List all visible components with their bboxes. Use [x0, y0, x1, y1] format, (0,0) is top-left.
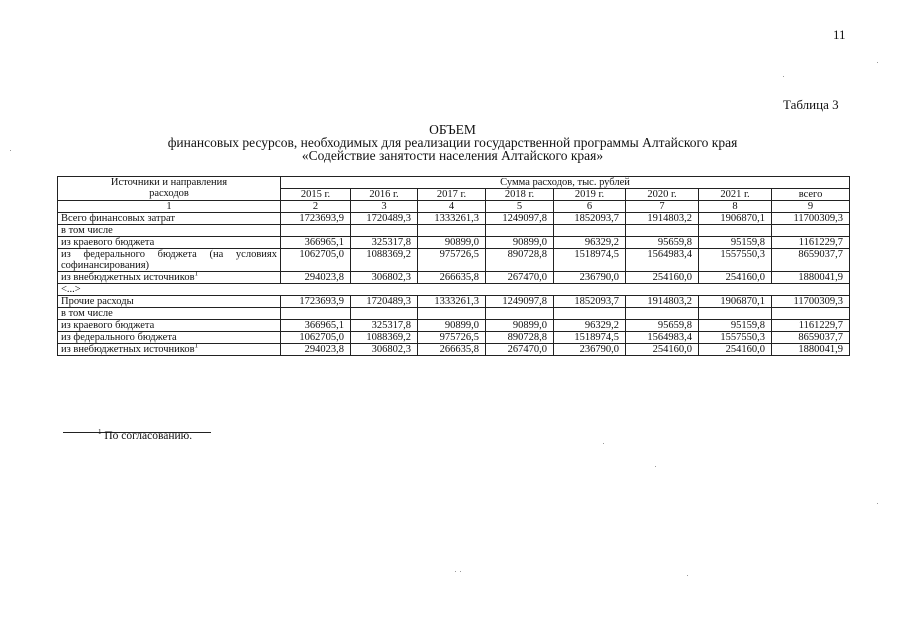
footnote-marker: 1 [194, 343, 199, 350]
row-label [58, 344, 281, 356]
table-row-including [58, 308, 850, 320]
value-cell: 1062705,0 [281, 332, 351, 344]
value-cell: 1880041,9 [772, 272, 850, 284]
page-number: 11 [833, 27, 846, 42]
scan-speck [655, 466, 656, 467]
row-label-text: из внебюджетных источников [61, 344, 195, 355]
value-cell: 90899,0 [418, 237, 486, 249]
value-cell: 90899,0 [486, 237, 554, 249]
value-cell: 1914803,2 [626, 296, 699, 308]
document-title [0, 123, 905, 162]
column-number: 3 [351, 201, 418, 213]
value-cell: 975726,5 [418, 332, 486, 344]
value-cell: 267470,0 [486, 344, 554, 356]
value-cell: 1249097,8 [486, 213, 554, 225]
row-label: из федерального бюджета (на условиях софинансирования) [58, 249, 281, 272]
value-cell: 254160,0 [626, 344, 699, 356]
value-cell: 1720489,3 [351, 296, 418, 308]
value-cell: 1088369,2 [351, 249, 418, 272]
ellipsis-cell: <...> [58, 284, 850, 296]
value-cell: 975726,5 [418, 249, 486, 272]
column-number: 9 [772, 201, 850, 213]
table-row-ellipsis [58, 284, 850, 296]
title-line-1: ОБЪЕМ [429, 122, 476, 137]
value-cell: 96329,2 [554, 320, 626, 332]
value-cell: 8659037,7 [772, 249, 850, 272]
value-cell: 1564983,4 [626, 249, 699, 272]
table-row-federal-budget-cofinancing [58, 249, 850, 272]
value-cell: 1564983,4 [626, 332, 699, 344]
row-label: в том числе [58, 308, 281, 320]
title-line-3: «Содействие занятости населения Алтайского края» [301, 148, 604, 163]
table-row-including [58, 225, 850, 237]
value-cell: 1249097,8 [486, 296, 554, 308]
value-cell: 1914803,2 [626, 213, 699, 225]
table-row-regional-budget [58, 320, 850, 332]
header-source-line-1: Источники и направления [110, 177, 228, 188]
value-cell: 254160,0 [626, 272, 699, 284]
row-label: из федерального бюджета [58, 332, 281, 344]
title-line-2: финансовых ресурсов, необходимых для реализации государственной программы Алтайского края [167, 135, 738, 150]
finance-table [57, 176, 850, 356]
year-header: 2015 г. [281, 189, 351, 201]
header-row-1 [58, 177, 850, 189]
table-row-total-expenses [58, 213, 850, 225]
value-cell: 1852093,7 [554, 296, 626, 308]
value-cell: 96329,2 [554, 237, 626, 249]
footnote-text: По согласованию. [101, 430, 193, 442]
value-cell: 325317,8 [351, 237, 418, 249]
value-cell: 1333261,3 [418, 296, 486, 308]
column-number: 6 [554, 201, 626, 213]
table-row-federal-budget [58, 332, 850, 344]
scan-speck [603, 443, 604, 444]
value-cell: 325317,8 [351, 320, 418, 332]
table-row-regional-budget [58, 237, 850, 249]
value-cell: 95159,8 [699, 320, 772, 332]
table-row-extrabudgetary [58, 344, 850, 356]
footnote-marker: 1 [194, 271, 199, 278]
year-header: 2019 г. [554, 189, 626, 201]
value-cell: 90899,0 [418, 320, 486, 332]
total-header: всего [772, 189, 850, 201]
value-cell: 1333261,3 [418, 213, 486, 225]
value-cell: 267470,0 [486, 272, 554, 284]
value-cell: 90899,0 [486, 320, 554, 332]
year-header: 2020 г. [626, 189, 699, 201]
value-cell: 1880041,9 [772, 344, 850, 356]
column-number: 2 [281, 201, 351, 213]
column-number: 5 [486, 201, 554, 213]
table-row-extrabudgetary [58, 272, 850, 284]
header-source-line-2: расходов [149, 188, 189, 199]
value-cell: 1161229,7 [772, 320, 850, 332]
value-cell: 1557550,3 [699, 249, 772, 272]
header-source-cell [58, 177, 281, 201]
value-cell: 1852093,7 [554, 213, 626, 225]
header-sum-cell: Сумма расходов, тыс. рублей [281, 177, 850, 189]
value-cell: 11700309,3 [772, 213, 850, 225]
footnote-marker: 1 [98, 428, 102, 437]
scan-speck [877, 503, 878, 504]
table-row-other-expenses [58, 296, 850, 308]
row-label: из краевого бюджета [58, 320, 281, 332]
scan-speck [877, 62, 878, 63]
year-header: 2017 г. [418, 189, 486, 201]
column-number: 4 [418, 201, 486, 213]
column-number: 1 [58, 201, 281, 213]
value-cell: 1906870,1 [699, 296, 772, 308]
value-cell: 1088369,2 [351, 332, 418, 344]
year-header: 2018 г. [486, 189, 554, 201]
value-cell: 1906870,1 [699, 213, 772, 225]
value-cell: 890728,8 [486, 249, 554, 272]
value-cell: 306802,3 [351, 344, 418, 356]
scan-speck [455, 571, 456, 572]
value-cell: 236790,0 [554, 344, 626, 356]
value-cell: 254160,0 [699, 344, 772, 356]
scan-speck [10, 150, 11, 151]
value-cell: 95159,8 [699, 237, 772, 249]
column-number: 7 [626, 201, 699, 213]
scan-speck [783, 76, 784, 77]
value-cell: 266635,8 [418, 344, 486, 356]
value-cell: 266635,8 [418, 272, 486, 284]
year-header: 2016 г. [351, 189, 418, 201]
value-cell: 890728,8 [486, 332, 554, 344]
value-cell: 1161229,7 [772, 237, 850, 249]
row-label: Всего финансовых затрат [58, 213, 281, 225]
value-cell: 1062705,0 [281, 249, 351, 272]
value-cell: 95659,8 [626, 320, 699, 332]
scan-speck [460, 571, 461, 572]
value-cell: 8659037,7 [772, 332, 850, 344]
scan-speck [687, 575, 688, 576]
value-cell: 294023,8 [281, 344, 351, 356]
row-label-text: из внебюджетных источников [61, 272, 195, 283]
value-cell: 254160,0 [699, 272, 772, 284]
value-cell: 1720489,3 [351, 213, 418, 225]
value-cell: 306802,3 [351, 272, 418, 284]
value-cell: 1723693,9 [281, 213, 351, 225]
value-cell: 1518974,5 [554, 332, 626, 344]
footnote [98, 430, 192, 442]
value-cell: 1723693,9 [281, 296, 351, 308]
value-cell: 294023,8 [281, 272, 351, 284]
value-cell: 95659,8 [626, 237, 699, 249]
row-label: из краевого бюджета [58, 237, 281, 249]
year-header: 2021 г. [699, 189, 772, 201]
value-cell: 366965,1 [281, 320, 351, 332]
row-label: в том числе [58, 225, 281, 237]
value-cell: 1518974,5 [554, 249, 626, 272]
value-cell: 1557550,3 [699, 332, 772, 344]
column-number: 8 [699, 201, 772, 213]
row-label: Прочие расходы [58, 296, 281, 308]
row-label [58, 272, 281, 284]
table-label: Таблица 3 [783, 97, 839, 112]
value-cell: 11700309,3 [772, 296, 850, 308]
value-cell: 366965,1 [281, 237, 351, 249]
column-numbers-row [58, 201, 850, 213]
value-cell: 236790,0 [554, 272, 626, 284]
